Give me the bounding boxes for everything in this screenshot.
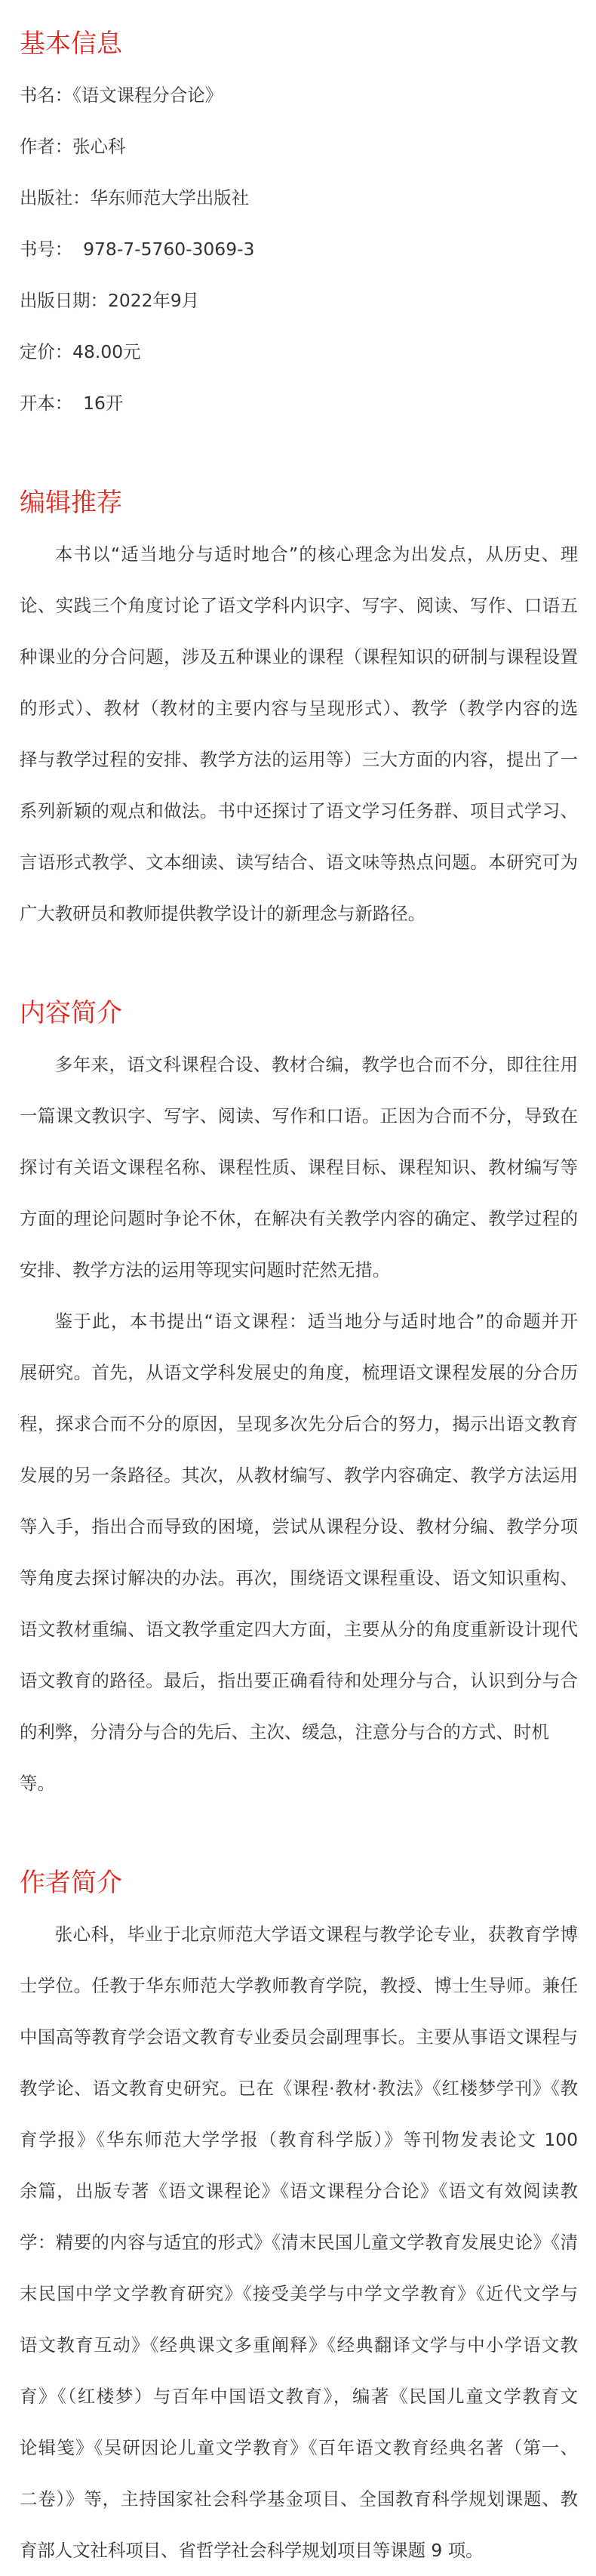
text-line: 广大教研员和教师提供教学设计的新理念与新路径。 bbox=[20, 903, 425, 924]
info-value: 978-7-5760-3069-3 bbox=[83, 239, 255, 260]
text-line: 育学报》《华东师范大学学报（教育科学版）》等刊物发表论文 100 bbox=[20, 2129, 578, 2150]
text-line: 程，探求合而不分的原因，呈现多次先分后合的努力，揭示出语文教育 bbox=[20, 1413, 578, 1434]
text-line: 士学位。任教于华东师范大学教师教育学院，教授、博士生导师。兼任 bbox=[20, 1975, 578, 1996]
info-value: 2022年9月 bbox=[107, 290, 200, 311]
info-row-format bbox=[20, 377, 578, 429]
basic-info-section bbox=[20, 18, 578, 429]
content-summary-heading: 内容简介 bbox=[20, 998, 122, 1028]
content-summary-section bbox=[20, 988, 578, 1809]
text-line: 论、实践三个角度讨论了语文学科内识字、写字、阅读、写作、口语五 bbox=[20, 595, 578, 616]
content-summary-paragraph bbox=[20, 1296, 578, 1809]
basic-info-list bbox=[20, 69, 578, 429]
editor-recommendation-paragraph bbox=[20, 528, 578, 939]
text-line: 育部人文社科项目、省哲学社会科学规划项目等课题 9 项。 bbox=[20, 2540, 484, 2561]
info-label: 出版日期： bbox=[20, 290, 108, 311]
text-line: 论辑笺》《吴研因论儿童文学教育》《百年语文教育经典名著（第一、 bbox=[20, 2437, 578, 2458]
text-line: 中国高等教育学会语文教育专业委员会副理事长。主要从事语文课程与 bbox=[20, 2026, 578, 2048]
text-line: 语文教育互动》《经典课文多重阐释》《经典翻译文学与中小学语文教 bbox=[20, 2334, 578, 2356]
info-label: 书名： bbox=[20, 85, 73, 106]
text-line: 末民国中学文学教育研究》《接受美学与中学文学教育》《近代文学与 bbox=[20, 2283, 578, 2304]
text-line: 言语形式教学、文本细读、读写结合、语文味等热点问题。本研究可为 bbox=[20, 852, 578, 873]
info-row-publisher bbox=[20, 172, 578, 223]
text-line: 语文教育的路径。最后，指出要正确看待和处理分与合，认识到分与合 bbox=[20, 1670, 578, 1691]
text-line: 本书以“适当地分与适时地合”的核心理念为出发点，从历史、理 bbox=[54, 544, 578, 565]
text-line: 的形式）、教材（教材的主要内容与呈现形式）、教学（教学内容的选 bbox=[20, 698, 578, 719]
text-line: 展研究。首先，从语文学科发展史的角度，梳理语文课程发展的分合历 bbox=[20, 1362, 578, 1383]
info-value: 张心科 bbox=[72, 136, 126, 157]
info-row-price bbox=[20, 326, 578, 377]
info-value: 48.00元 bbox=[72, 341, 141, 362]
text-line: 余篇，出版专著《语文课程论》《语文课程分合论》《语文有效阅读教 bbox=[20, 2180, 578, 2202]
info-row-book-title bbox=[20, 69, 578, 121]
editor-recommendation-section bbox=[20, 477, 578, 939]
info-label: 开本： bbox=[20, 393, 73, 414]
text-line: 鉴于此，本书提出“语文课程：适当地分与适时地合”的命题并开 bbox=[54, 1311, 578, 1332]
info-row-publish-date bbox=[20, 275, 578, 326]
text-line: 一篇课文教识字、写字、阅读、写作和口语。正因为合而不分，导致在 bbox=[20, 1105, 578, 1126]
text-line: 语文教材重编、语文教学重定四大方面，主要从分的角度重新设计现代 bbox=[20, 1619, 578, 1640]
text-line: 多年来，语文科课程合设、教材合编，教学也合而不分，即往往用 bbox=[54, 1054, 578, 1075]
author-intro-paragraph bbox=[20, 1909, 578, 2576]
text-line: 张心科，毕业于北京师范大学语文课程与教学论专业，获教育学博 bbox=[54, 1924, 578, 1945]
text-line: 等入手，指出合而导致的困境，尝试从课程分设、教材分编、教学分项 bbox=[20, 1516, 578, 1537]
info-row-author bbox=[20, 121, 578, 172]
info-value: 《语文课程分合论》 bbox=[72, 85, 223, 106]
text-line: 学：精要的内容与适宜的形式》《清末民国儿童文学教育发展史论》《清 bbox=[20, 2232, 578, 2253]
text-line: 择与教学过程的安排、教学方法的运用等）三大方面的内容，提出了一 bbox=[20, 749, 578, 770]
text-line: 种课业的分合问题，涉及五种课业的课程（课程知识的研制与课程设置 bbox=[20, 646, 578, 667]
text-line: 安排、教学方法的运用等现实问题时茫然无措。 bbox=[20, 1259, 391, 1280]
editor-recommendation-heading: 编辑推荐 bbox=[20, 488, 122, 518]
basic-info-heading: 基本信息 bbox=[20, 29, 122, 59]
text-line: 教学论、语文教育史研究。已在《课程·教材·教法》《红楼梦学刊》《教 bbox=[20, 2078, 578, 2099]
text-line: 等角度去探讨解决的办法。再次，围绕语文课程重设、语文知识重构、 bbox=[20, 1567, 578, 1588]
info-value: 16开 bbox=[83, 393, 124, 414]
info-row-isbn bbox=[20, 223, 578, 275]
info-label: 定价： bbox=[20, 341, 73, 362]
text-line: 系列新颖的观点和做法。书中还探讨了语文学习任务群、项目式学习、 bbox=[20, 800, 578, 821]
text-line: 的利弊，分清分与合的先后、主次、缓急，注意分与合的方式、时机等。 bbox=[20, 1721, 549, 1794]
author-intro-section bbox=[20, 1857, 578, 2576]
text-line: 方面的理论问题时争论不休，在解决有关教学内容的确定、教学过程的 bbox=[20, 1208, 578, 1229]
text-line: 育》《（红楼梦）与百年中国语文教育》，编著《民国儿童文学教育文 bbox=[20, 2386, 578, 2407]
info-label: 出版社： bbox=[20, 187, 91, 208]
info-label: 作者： bbox=[20, 136, 73, 157]
info-label: 书号： bbox=[20, 239, 73, 260]
text-line: 探讨有关语文课程名称、课程性质、课程目标、课程知识、教材编写等 bbox=[20, 1157, 578, 1178]
info-value: 华东师范大学出版社 bbox=[90, 187, 250, 208]
author-intro-heading: 作者简介 bbox=[20, 1868, 122, 1898]
content-summary-paragraph bbox=[20, 1039, 578, 1296]
text-line: 二卷）》等，主持国家社会科学基金项目、全国教育科学规划课题、教 bbox=[20, 2488, 578, 2510]
text-line: 发展的另一条路径。其次，从教材编写、教学内容确定、教学方法运用 bbox=[20, 1465, 578, 1486]
